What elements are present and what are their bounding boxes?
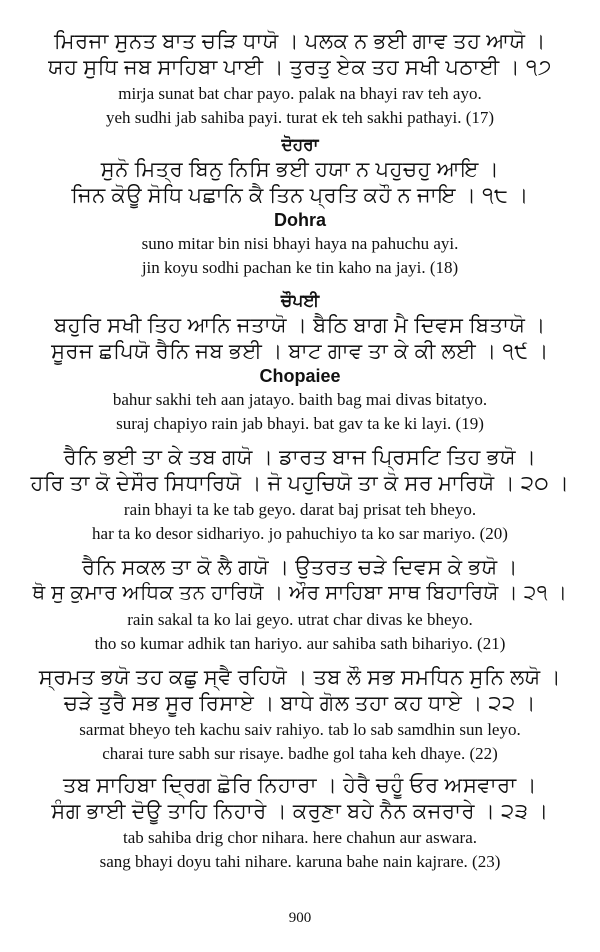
gurmukhi-line: ਮਿਰਜਾ ਸੁਨਤ ਬਾਤ ਚੜਿ ਧਾਯੋ । ਪਲਕ ਨ ਭਈ ਗਾਵ ਤਹ ਆਯੋ । [54,29,546,53]
gurmukhi-line: ਚੜੇ ਤੁਰੈ ਸਭ ਸੂਰ ਰਿਸਾਏ । ਬਾਧੇ ਗੋਲ ਤਹਾ ਕਹ ਧਾਏ । ੨੨ । [63,691,537,715]
transliteration-line: tab sahiba drig chor nihara. here chahun aur aswara. [122,828,477,847]
transliteration-line: tho so kumar adhik tan hariyo. aur sahiba sath bihariyo. (21) [94,634,506,653]
verse-22 [30,664,570,766]
gurmukhi-line: ਸ੍ਰਮਤ ਭਯੋ ਤਹ ਕਛੁ ਸ੍ਵੈ ਰਹਿਯੋ । ਤਬ ਲੌ ਸਭ ਸਮਧਿਨ ਸੁਨਿ ਲਯੋ । [38,665,562,689]
gurmukhi-line: ਸੰਗ ਭਾਈ ਦੋਊ ਤਾਹਿ ਨਿਹਾਰੇ । ਕਰੁਣਾ ਬਹੇ ਨੈਨ ਕਜਰਾਰੇ । ੨੩ । [51,799,549,823]
transliteration-line: rain bhayi ta ke tab geyo. darat baj prisat teh bheyo. [123,500,477,519]
transliteration-line: rain sakal ta ko lai geyo. utrat char divas ke bheyo. [127,610,473,629]
transliteration-line: mirja sunat bat char payo. palak na bhayi rav teh ayo. [118,84,482,103]
gurmukhi-line: ਜਿਨ ਕੋਊ ਸੋਧਿ ਪਛਾਨਿ ਕੈ ਤਿਨ ਪ੍ਰਤਿ ਕਹੌ ਨ ਜਾਇ । ੧੮ । [71,183,529,207]
gurmukhi-line: ਯਹ ਸੁਧਿ ਜਬ ਸਾਹਿਬਾ ਪਾਈ । ਤੁਰਤੁ ਏਕ ਤਹ ਸਖੀ ਪਠਾਈ । ੧੭ [48,55,552,79]
transliteration-line: yeh sudhi jab sahiba payi. turat ek teh sakhi pathayi. (17) [105,108,495,127]
transliteration-line: suraj chapiyo rain jab bhayi. bat gav ta ke ki layi. (19) [116,414,484,433]
section-heading-latin: Chopaiee [259,366,341,386]
verse-17 [30,28,570,130]
gurmukhi-line: ਥੋ ਸੁ ਕੁਮਾਰ ਅਧਿਕ ਤਨ ਹਾਰਿਯੋ । ਔਰ ਸਾਹਿਬਾ ਸਾਥ ਬਿਹਾਰਿਯੋ । ੨੧ । [32,582,568,604]
gurmukhi-line: ਸੂਰਜ ਛਪਿਯੋ ਰੈਨਿ ਜਬ ਭਈ । ਬਾਟ ਗਾਵ ਤਾ ਕੇ ਕੀ ਲਈ । ੧੯ । [51,339,549,363]
section-heading-gurmukhi: ਚੌਪਈ [280,291,320,310]
section-heading-gurmukhi: ਦੋਹਰਾ [281,135,319,154]
transliteration-line: jin koyu sodhi pachan ke tin kaho na jayi. (18) [141,258,459,277]
transliteration-line: sarmat bheyo teh kachu saiv rahiyo. tab lo sab samdhin sun leyo. [79,720,521,739]
transliteration-line: bahur sakhi teh aan jatayo. baith bag mai divas bitatyo. [112,390,488,409]
transliteration-line: har ta ko desor sidhariyo. jo pahuchiyo ta ko sar mariyo. (20) [92,524,508,543]
gurmukhi-line: ਤਬ ਸਾਹਿਬਾ ਦ੍ਰਿਗ ਛੋਰਿ ਨਿਹਾਰਾ । ਹੇਰੈ ਚਹੂੰ ਓਰ ਅਸਵਾਰਾ । [62,773,538,797]
transliteration-line: suno mitar bin nisi bhayi haya na pahuchu ayi. [141,234,459,253]
gurmukhi-line: ਸੁਨੋ ਮਿਤ੍ਰ ਬਿਨੁ ਨਿਸਿ ਭਈ ਹਯਾ ਨ ਪਹੁਚਹੁ ਆਇ । [100,157,500,181]
gurmukhi-line: ਹਰਿ ਤਾ ਕੋ ਦੇਸੌਰ ਸਿਧਾਰਿਯੋ । ਜੋ ਪਹੁਚਿਯੋ ਤਾ ਕੋ ਸਰ ਮਾਰਿਯੋ । ੨੦ । [30,471,570,495]
gurmukhi-line: ਰੈਨਿ ਭਈ ਤਾ ਕੇ ਤਬ ਗਯੋ । ਡਾਰਤ ਬਾਜ ਪ੍ਰਿਸਟਿ ਤਿਹ ਭਯੋ । [63,445,537,469]
gurmukhi-line: ਬਹੁਰਿ ਸਖੀ ਤਿਹ ਆਨਿ ਜਤਾਯੋ । ਬੈਠਿ ਬਾਗ ਮੈ ਦਿਵਸ ਬਿਤਾਯੋ । [54,313,546,337]
verse-21 [30,554,570,656]
verse-19 [30,290,570,436]
section-heading-latin: Dohra [273,210,326,230]
transliteration-line: sang bhayi doyu tahi nihare. karuna bahe nain kajrare. (23) [99,852,501,871]
verse-23 [30,772,570,874]
verse-18 [30,134,570,280]
verse-20 [30,444,570,546]
gurmukhi-line: ਰੈਨਿ ਸਕਲ ਤਾ ਕੋ ਲੈ ਗਯੋ । ਉਤਰਤ ਚੜੇ ਦਿਵਸ ਕੇ ਭਯੋ । [81,555,519,579]
page-number: 900 [288,910,312,926]
transliteration-line: charai ture sabh sur risaye. badhe gol taha keh dhaye. (22) [102,744,498,763]
